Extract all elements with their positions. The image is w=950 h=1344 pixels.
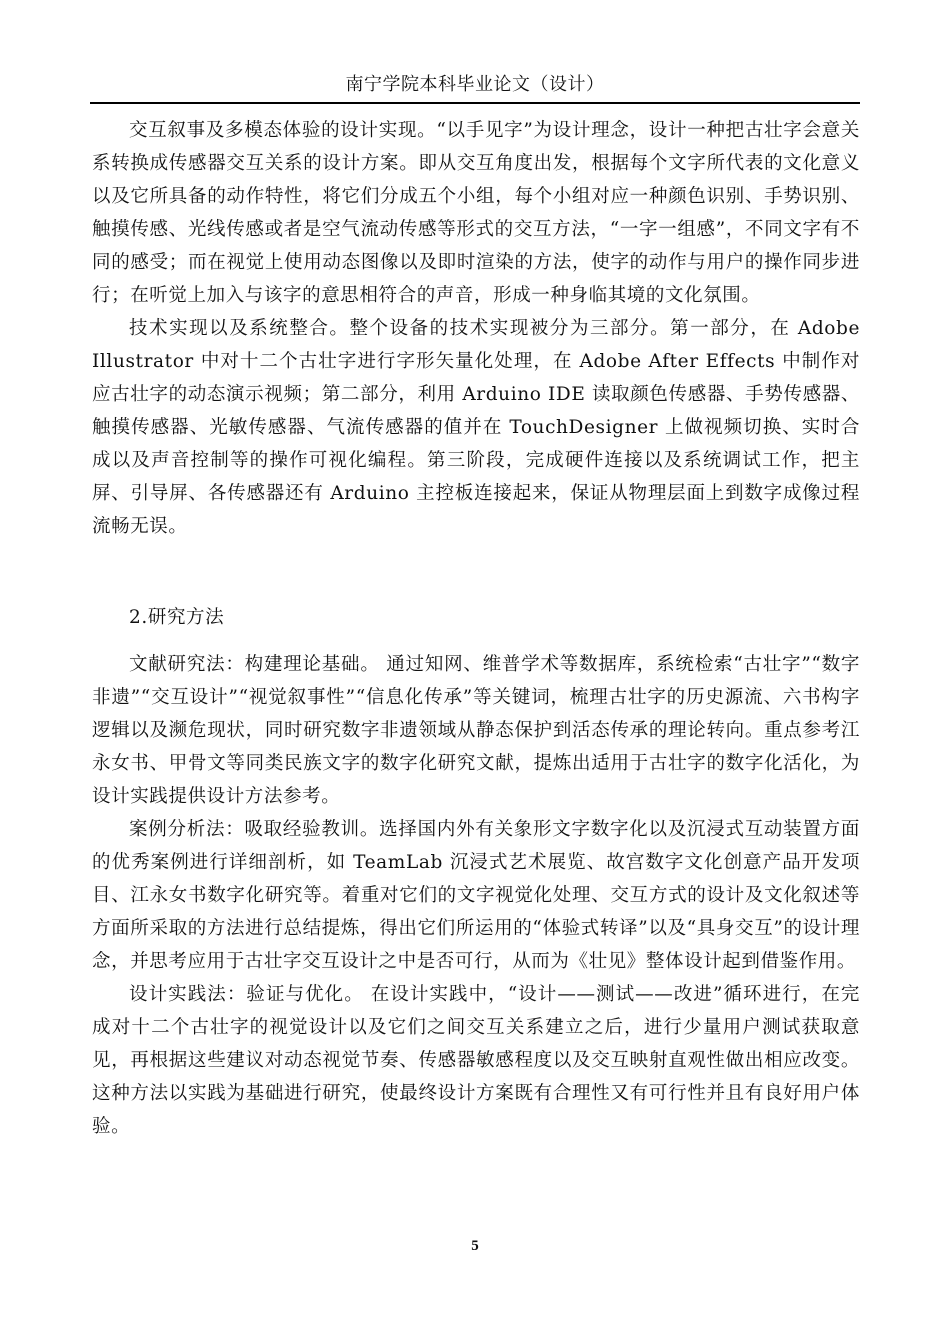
document-body — [92, 114, 860, 1143]
paragraph-design-practice: 设计实践法：验证与优化。 在设计实践中，“设计——测试——改进”循环进行，在完成对十二个古壮字的视觉设计以及它们之间交互关系建立之后，进行少量用户测试获取意见，再根据这些建议对动态视觉节奏、传感器敏感程度以及交互映射直观性做出相应改变。这种方法以实践为基础进行研究，使最终设计方案既有合理性又有可行性并且有良好用户体验。 — [92, 984, 860, 1137]
page-header — [90, 70, 860, 104]
page-number: 5 — [471, 1238, 479, 1254]
section-heading: 2.研究方法 — [129, 607, 225, 628]
paragraph-technical-implementation: 技术实现以及系统整合。整个设备的技术实现被分为三部分。第一部分，在 Adobe Illustrator 中对十二个古壮字进行字形矢量化处理，在 Adobe After Effects 中制作对应古壮字的动态演示视频；第二部分，利用 Arduino IDE 读取颜色传感器、手势传感器、触摸传感器、光敏传感器、气流传感器的值并在 TouchDesigner 上做视频切换、实时合成以及声音控制等的操作可视化编程。第三阶段，完成硬件连接以及系统调试工作，把主屏、引导屏、各传感器还有 Arduino 主控板连接起来，保证从物理层面上到数字成像过程流畅无误。 — [92, 318, 860, 537]
paragraph-interactive-narrative: 交互叙事及多模态体验的设计实现。“以手见字”为设计理念，设计一种把古壮字会意关系转换成传感器交互关系的设计方案。即从交互角度出发，根据每个文字所代表的文化意义以及它所具备的动作特性，将它们分成五个小组，每个小组对应一种颜色识别、手势识别、触摸传感、光线传感或者是空气流动传感等形式的交互方法，“一字一组感”，不同文字有不同的感受；而在视觉上使用动态图像以及即时渲染的方法，使字的动作与用户的操作同步进行；在听觉上加入与该字的意思相符合的声音，形成一种身临其境的文化氛围。 — [92, 120, 860, 306]
paragraph-case-analysis: 案例分析法：吸取经验教训。选择国内外有关象形文字数字化以及沉浸式互动装置方面的优秀案例进行详细剖析，如 TeamLab 沉浸式艺术展览、故宫数字文化创意产品开发项目、江永女书数字化研究等。着重对它们的文字视觉化处理、交互方式的设计及文化叙述等方面所采取的方法进行总结提炼，得出它们所运用的“体验式转译”以及“具身交互”的设计理念，并思考应用于古壮字交互设计之中是否可行，从而为《壮见》整体设计起到借鉴作用。 — [92, 819, 860, 972]
header-title: 南宁学院本科毕业论文（设计） — [345, 74, 605, 95]
paragraph-literature-research: 文献研究法：构建理论基础。 通过知网、维普学术等数据库，系统检索“古壮字”“数字非遗”“交互设计”“视觉叙事性”“信息化传承”等关键词，梳理古壮字的历史源流、六书构字逻辑以及濒危现状，同时研究数字非遗领域从静态保护到活态传承的理论转向。重点参考江永女书、甲骨文等同类民族文字的数字化研究文献，提炼出适用于古壮字的数字化活化，为设计实践提供设计方法参考。 — [92, 654, 860, 807]
